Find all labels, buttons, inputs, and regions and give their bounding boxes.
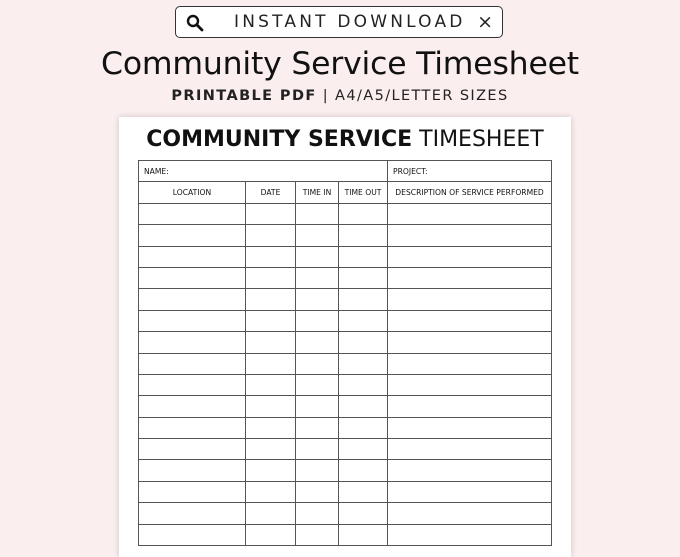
table-cell[interactable] bbox=[246, 439, 296, 460]
table-row bbox=[139, 225, 552, 246]
sheet-title-rest: TIMESHEET bbox=[412, 127, 544, 152]
table-cell[interactable] bbox=[339, 267, 388, 288]
table-cell[interactable] bbox=[246, 396, 296, 417]
table-cell[interactable] bbox=[139, 374, 246, 395]
table-cell[interactable] bbox=[296, 417, 339, 438]
table-cell[interactable] bbox=[296, 203, 339, 224]
table-cell[interactable] bbox=[339, 203, 388, 224]
table-row bbox=[139, 439, 552, 460]
column-header: DATE bbox=[246, 182, 296, 203]
table-cell[interactable] bbox=[246, 481, 296, 502]
table-cell[interactable] bbox=[296, 396, 339, 417]
table-cell[interactable] bbox=[388, 289, 552, 310]
subtitle-sizes: A4/A5/LETTER SIZES bbox=[335, 88, 509, 104]
table-cell[interactable] bbox=[139, 439, 246, 460]
table-row bbox=[139, 524, 552, 545]
table-cell[interactable] bbox=[339, 460, 388, 481]
timesheet-paper bbox=[119, 117, 571, 557]
table-cell[interactable] bbox=[339, 332, 388, 353]
sheet-title bbox=[119, 127, 571, 152]
column-header: LOCATION bbox=[139, 182, 246, 203]
table-row bbox=[139, 289, 552, 310]
table-row bbox=[139, 353, 552, 374]
table-row bbox=[139, 332, 552, 353]
table-cell[interactable] bbox=[139, 267, 246, 288]
table-cell[interactable] bbox=[139, 203, 246, 224]
table-row bbox=[139, 246, 552, 267]
table-row bbox=[139, 396, 552, 417]
table-cell[interactable] bbox=[246, 246, 296, 267]
table-cell[interactable] bbox=[339, 225, 388, 246]
table-row bbox=[139, 267, 552, 288]
table-cell[interactable] bbox=[139, 481, 246, 502]
table-cell[interactable] bbox=[296, 374, 339, 395]
table-cell[interactable] bbox=[246, 417, 296, 438]
table-cell[interactable] bbox=[339, 246, 388, 267]
subtitle-format: PRINTABLE PDF bbox=[171, 88, 317, 104]
table-row bbox=[139, 203, 552, 224]
table-cell[interactable] bbox=[339, 310, 388, 331]
table-cell[interactable] bbox=[246, 460, 296, 481]
table-cell[interactable] bbox=[296, 503, 339, 524]
table-cell[interactable] bbox=[388, 267, 552, 288]
table-cell[interactable] bbox=[339, 503, 388, 524]
sheet-title-bold: COMMUNITY SERVICE bbox=[146, 127, 413, 152]
table-cell[interactable] bbox=[246, 374, 296, 395]
table-cell[interactable] bbox=[339, 439, 388, 460]
table-cell[interactable] bbox=[139, 524, 246, 545]
table-row bbox=[139, 417, 552, 438]
table-cell[interactable] bbox=[296, 332, 339, 353]
table-cell[interactable] bbox=[388, 439, 552, 460]
table-cell[interactable] bbox=[139, 225, 246, 246]
column-header-row bbox=[139, 182, 552, 203]
table-cell[interactable] bbox=[139, 353, 246, 374]
timesheet-table bbox=[138, 160, 552, 546]
table-cell[interactable] bbox=[139, 246, 246, 267]
table-cell[interactable] bbox=[139, 310, 246, 331]
table-cell[interactable] bbox=[339, 374, 388, 395]
table-cell[interactable] bbox=[388, 225, 552, 246]
table-cell[interactable] bbox=[339, 353, 388, 374]
table-cell[interactable] bbox=[296, 289, 339, 310]
table-cell[interactable] bbox=[388, 524, 552, 545]
table-cell[interactable] bbox=[246, 289, 296, 310]
table-cell[interactable] bbox=[339, 289, 388, 310]
search-icon bbox=[186, 14, 204, 32]
table-cell[interactable] bbox=[139, 460, 246, 481]
search-bar[interactable] bbox=[175, 6, 503, 38]
table-cell[interactable] bbox=[388, 353, 552, 374]
table-cell[interactable] bbox=[246, 310, 296, 331]
page-subtitle bbox=[0, 88, 680, 104]
table-cell[interactable] bbox=[388, 503, 552, 524]
table-cell[interactable] bbox=[388, 481, 552, 502]
page-title: Community Service Timesheet bbox=[101, 46, 579, 82]
column-header: TIME IN bbox=[296, 182, 339, 203]
table-cell[interactable] bbox=[246, 267, 296, 288]
search-label: INSTANT DOWNLOAD bbox=[234, 12, 466, 32]
table-cell[interactable] bbox=[246, 225, 296, 246]
table-cell[interactable] bbox=[246, 332, 296, 353]
table-cell[interactable] bbox=[296, 246, 339, 267]
table-cell[interactable] bbox=[139, 332, 246, 353]
table-cell[interactable] bbox=[296, 267, 339, 288]
table-cell[interactable] bbox=[388, 203, 552, 224]
table-row bbox=[139, 503, 552, 524]
name-project-row bbox=[139, 161, 552, 182]
table-cell[interactable] bbox=[139, 417, 246, 438]
table-cell[interactable] bbox=[339, 524, 388, 545]
table-row bbox=[139, 460, 552, 481]
table-cell[interactable] bbox=[339, 481, 388, 502]
column-header: DESCRIPTION OF SERVICE PERFORMED bbox=[388, 182, 552, 203]
table-row bbox=[139, 374, 552, 395]
table-cell[interactable] bbox=[246, 524, 296, 545]
table-cell[interactable] bbox=[388, 310, 552, 331]
table-cell[interactable] bbox=[296, 481, 339, 502]
project-field[interactable]: PROJECT: bbox=[388, 161, 552, 182]
table-cell[interactable] bbox=[339, 396, 388, 417]
table-cell[interactable] bbox=[246, 203, 296, 224]
table-cell[interactable] bbox=[139, 396, 246, 417]
table-cell[interactable] bbox=[339, 417, 388, 438]
table-cell[interactable] bbox=[388, 396, 552, 417]
table-cell[interactable] bbox=[246, 503, 296, 524]
subtitle-separator: | bbox=[316, 88, 336, 104]
table-cell[interactable] bbox=[139, 289, 246, 310]
table-row bbox=[139, 481, 552, 502]
table-cell[interactable] bbox=[139, 503, 246, 524]
table-cell[interactable] bbox=[246, 353, 296, 374]
column-header: TIME OUT bbox=[339, 182, 388, 203]
name-field[interactable]: NAME: bbox=[139, 161, 388, 182]
table-cell[interactable] bbox=[296, 460, 339, 481]
table-cell[interactable] bbox=[296, 310, 339, 331]
table-row bbox=[139, 310, 552, 331]
table-cell[interactable] bbox=[296, 225, 339, 246]
table-cell[interactable] bbox=[388, 332, 552, 353]
table-cell[interactable] bbox=[296, 353, 339, 374]
table-cell[interactable] bbox=[296, 439, 339, 460]
close-icon[interactable]: × bbox=[477, 11, 493, 33]
table-cell[interactable] bbox=[296, 524, 339, 545]
table-cell[interactable] bbox=[388, 460, 552, 481]
table-cell[interactable] bbox=[388, 374, 552, 395]
table-cell[interactable] bbox=[388, 417, 552, 438]
table-cell[interactable] bbox=[388, 246, 552, 267]
